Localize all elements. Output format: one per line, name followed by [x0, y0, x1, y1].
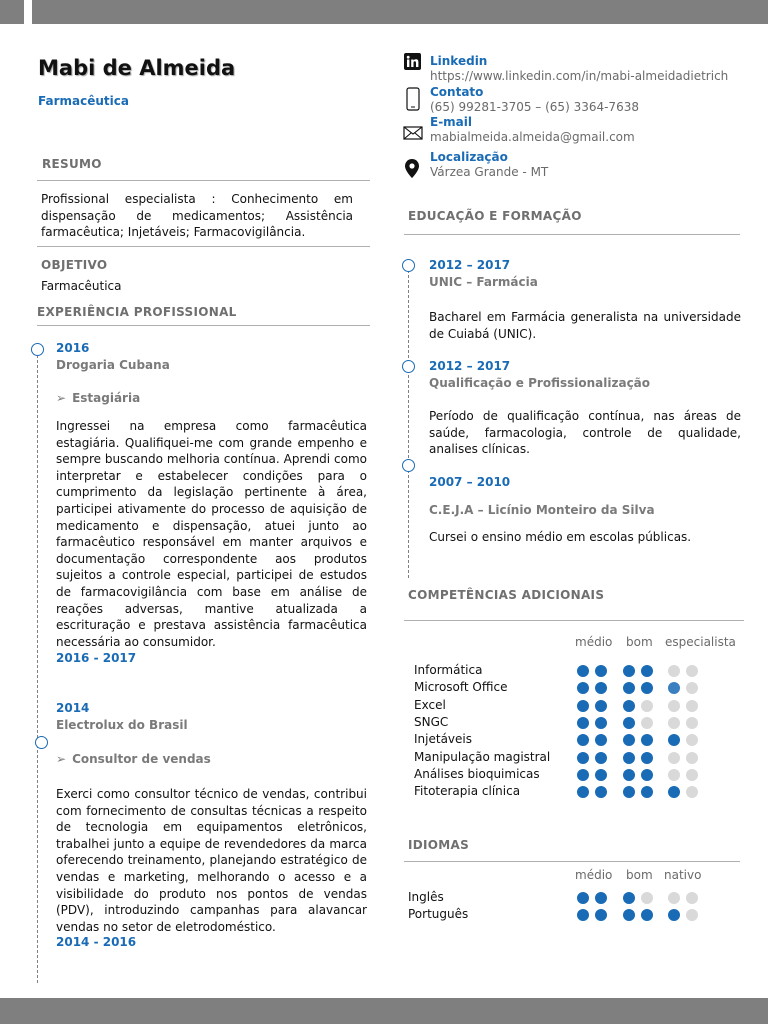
rating-dot	[668, 717, 680, 729]
rating-dot	[577, 752, 589, 764]
rating-dot	[595, 909, 607, 921]
resumo-bottom-rule	[37, 246, 370, 247]
top-bar-left-block	[0, 0, 24, 24]
resumo-text: Profissional especialista : Conhecimento em dispensação de medicamentos; Assistência farmacêutica; Injetáveis; Farmacovigilância.	[41, 192, 353, 240]
rating-row	[414, 680, 744, 697]
level-bom: bom	[626, 635, 653, 649]
rating-dot	[641, 769, 653, 781]
experiencia-rule	[37, 325, 370, 326]
phone-icon	[406, 87, 420, 115]
rating-dot	[595, 717, 607, 729]
edu-description: Período de qualificação contínua, nas áreas de saúde, farmacologia, controle de qualidade, analises clínicas.	[429, 409, 741, 457]
edu-institution: UNIC – Farmácia	[429, 275, 538, 289]
rating-dot	[623, 892, 635, 904]
edu-period: 2012 – 2017	[429, 359, 511, 373]
rating-dot	[668, 769, 680, 781]
rating-row	[414, 715, 744, 732]
job-description: Exerci como consultor técnico de vendas, contribui com fornecimento de consultas técnicas a respeito de tecnologia em equipamentos eletrônicos, trabalhei junto a equipe de revendedores da marca oferecendo treinamento, planejando estratégico de vendas e marketing, melhorando o acesso e a visibilidade do produto nos pontos de vendas (PDV), introduzindo campanhas para alavancar vendas no setor de eletrodoméstico.	[56, 787, 367, 934]
linkedin-icon	[404, 53, 421, 74]
timeline-node	[35, 736, 48, 749]
rating-dot	[623, 752, 635, 764]
arrow-bullet-icon: ➢	[56, 752, 67, 766]
edu-description: Cursei o ensino médio em escolas públicas.	[429, 530, 692, 544]
rating-dot	[623, 682, 635, 694]
rating-label: Injetáveis	[414, 732, 472, 747]
rating-dot	[641, 786, 653, 798]
resumo-rule	[37, 180, 370, 181]
job-position-row	[56, 752, 211, 766]
rating-dot	[641, 665, 653, 677]
educacao-rule	[404, 234, 740, 235]
rating-dot	[686, 700, 698, 712]
rating-label: SNGC	[414, 714, 449, 729]
location-label: Localização	[430, 150, 508, 164]
rating-dot	[668, 909, 680, 921]
rating-dot	[668, 700, 680, 712]
rating-dot	[595, 682, 607, 694]
rating-label: Microsoft Office	[414, 680, 508, 695]
idiomas-rule	[404, 861, 740, 862]
rating-dot	[641, 909, 653, 921]
edu-institution: Qualificação e Profissionalização	[429, 376, 651, 390]
rating-label: Excel	[414, 697, 446, 712]
rating-dot	[595, 786, 607, 798]
rating-dot	[623, 700, 635, 712]
timeline-node	[402, 360, 415, 373]
job-position: Estagiária	[72, 391, 141, 405]
level-medio: médio	[575, 868, 613, 882]
rating-row	[414, 767, 744, 784]
rating-dot	[577, 769, 589, 781]
rating-dot	[641, 717, 653, 729]
edu-institution: C.E.J.A – Licínio Monteiro da Silva	[429, 503, 655, 517]
rating-dot	[623, 717, 635, 729]
rating-dot	[623, 909, 635, 921]
job-position-row	[56, 391, 140, 405]
rating-dot	[595, 665, 607, 677]
job-year: 2014	[56, 701, 90, 715]
rating-row	[414, 750, 744, 767]
rating-label: Análises bioquimicas	[414, 766, 540, 781]
job-company: Drogaria Cubana	[56, 358, 170, 372]
rating-dot	[668, 682, 680, 694]
rating-dot	[686, 909, 698, 921]
rating-dot	[686, 717, 698, 729]
rating-row	[414, 732, 744, 749]
resumo-heading: RESUMO	[42, 157, 102, 171]
rating-dot	[668, 892, 680, 904]
edu-period: 2007 – 2010	[429, 475, 511, 489]
job-period: 2014 - 2016	[56, 935, 137, 949]
rating-label: Inglês	[408, 890, 444, 904]
level-especialista: especialista	[665, 635, 736, 649]
rating-label: Fitoterapia clínica	[414, 784, 521, 799]
rating-dot	[577, 700, 589, 712]
location-value: Várzea Grande - MT	[430, 165, 549, 179]
rating-dot	[595, 892, 607, 904]
phone-label: Contato	[430, 85, 484, 99]
rating-dot	[577, 717, 589, 729]
educacao-heading: EDUCAÇÃO E FORMAÇÃO	[408, 209, 582, 223]
rating-dot	[595, 700, 607, 712]
educacao-timeline	[408, 270, 409, 578]
rating-dot	[595, 769, 607, 781]
job-company: Electrolux do Brasil	[56, 718, 188, 732]
level-nativo: nativo	[664, 868, 702, 882]
rating-dot	[623, 734, 635, 746]
edu-period: 2012 – 2017	[429, 258, 511, 272]
timeline-node	[402, 259, 415, 272]
level-medio: médio	[575, 635, 613, 649]
linkedin-url[interactable]: https://www.linkedin.com/in/mabi-almeidadietrich	[430, 69, 729, 83]
experiencia-heading: EXPERIÊNCIA PROFISSIONAL	[37, 305, 237, 319]
job-period: 2016 - 2017	[56, 651, 137, 665]
rating-row	[414, 784, 744, 801]
rating-row	[414, 663, 744, 680]
rating-dot	[577, 734, 589, 746]
rating-dot	[623, 786, 635, 798]
timeline-node	[402, 459, 415, 472]
rating-dot	[641, 700, 653, 712]
rating-dot	[577, 909, 589, 921]
rating-dot	[641, 752, 653, 764]
job-description: Ingressei na empresa como farmacêutica estagiária. Qualifiquei-me com grande empenho e sempre buscando melhoria contínua. Aprendi como interpretar e estabelecer condições para o cumprimento da legislação pertinente à área, participei ativamente do processo de aquisição de medicamento e dispensação, atuei junto ao farmacêutico responsável em manter arquivos e documentação correspondente aos produtos sujeitos a controle especial, participei de estudos de farmacovigilância com base em análise de reações adversas, mantive atualizada a escrituração e prestava assistência farmacêutica necessária ao consumidor.	[56, 419, 367, 649]
experiencia-timeline	[37, 355, 38, 983]
competencias-heading: COMPETÊNCIAS ADICIONAIS	[408, 588, 605, 602]
competencias-rule	[404, 620, 744, 621]
rating-dot	[595, 752, 607, 764]
candidate-name: Mabi de Almeida	[38, 56, 236, 80]
job-position: Consultor de vendas	[72, 752, 211, 766]
rating-dot	[686, 682, 698, 694]
rating-dot	[686, 665, 698, 677]
rating-dot	[686, 892, 698, 904]
email-label: E-mail	[430, 115, 473, 129]
rating-dot	[595, 734, 607, 746]
linkedin-label: Linkedin	[430, 54, 488, 68]
rating-dot	[641, 734, 653, 746]
email-value[interactable]: mabialmeida.almeida@gmail.com	[430, 130, 635, 144]
job-year: 2016	[56, 341, 90, 355]
location-pin-icon	[405, 159, 419, 182]
top-bar	[32, 0, 768, 24]
rating-dot	[623, 769, 635, 781]
rating-dot	[668, 734, 680, 746]
timeline-node	[31, 343, 44, 356]
bottom-bar	[0, 998, 768, 1024]
rating-dot	[686, 734, 698, 746]
arrow-bullet-icon: ➢	[56, 391, 67, 405]
rating-dot	[668, 665, 680, 677]
edu-description: Bacharel em Farmácia generalista na universidade de Cuiabá (UNIC).	[429, 310, 741, 341]
objetivo-heading: OBJETIVO	[41, 258, 108, 272]
rating-row	[408, 907, 738, 924]
idiomas-heading: IDIOMAS	[408, 838, 470, 852]
phone-value: (65) 99281-3705 – (65) 3364-7638	[430, 100, 639, 114]
rating-dot	[577, 682, 589, 694]
rating-label: Manipulação magistral	[414, 749, 551, 764]
candidate-role: Farmacêutica	[38, 94, 129, 108]
rating-dot	[577, 665, 589, 677]
mail-icon	[403, 125, 423, 144]
level-bom: bom	[626, 868, 653, 882]
rating-dot	[641, 892, 653, 904]
objetivo-text: Farmacêutica	[41, 279, 122, 293]
rating-dot	[686, 786, 698, 798]
rating-row	[414, 698, 744, 715]
rating-dot	[686, 769, 698, 781]
rating-dot	[668, 752, 680, 764]
rating-label: Informática	[414, 663, 483, 677]
rating-dot	[577, 786, 589, 798]
rating-row	[408, 890, 738, 907]
rating-dot	[641, 682, 653, 694]
rating-dot	[686, 752, 698, 764]
rating-dot	[623, 665, 635, 677]
rating-label: Português	[408, 907, 469, 921]
rating-dot	[668, 786, 680, 798]
rating-dot	[577, 892, 589, 904]
